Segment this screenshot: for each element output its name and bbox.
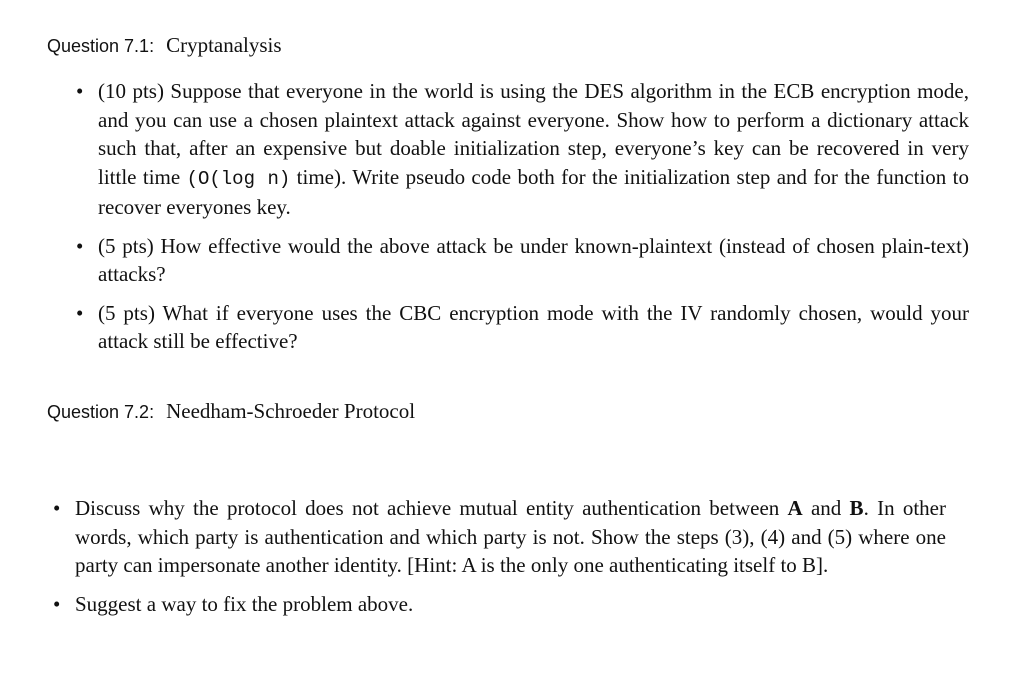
party-a: A: [787, 496, 803, 520]
item-text: time). Write pseudo code both for the initialization step and for the function to recover everyones key.: [98, 164, 969, 219]
question-number: Question 7.1:: [47, 36, 155, 56]
question-title: Cryptanalysis: [166, 33, 282, 57]
question-number: Question 7.2:: [47, 402, 155, 422]
question-7-1-items: [98, 77, 969, 356]
item-text: (10 pts) Suppose that everyone in the world is using the DES algorithm in the ECB encryption mode, and you can use a chosen plaintext attack against everyone. Show how to perform a dictionary attack such that, after an expensive but doable initialization step, everyone’s key can be recovered in very little time: [98, 79, 969, 189]
question-7-2-heading: [47, 399, 415, 425]
list-item: [98, 77, 969, 222]
item-text: . In other words, which party is authentication and which party is not. Show the steps (3), (4) and (5) where one party can impersonate another identity. [Hint: A is the only one authenticating itself to B].: [75, 496, 946, 577]
item-text: Discuss why the protocol does not achieve mutual entity authentication between: [75, 496, 788, 520]
item-text: Suggest a way to fix the problem above.: [75, 591, 414, 616]
list-item: [75, 590, 946, 619]
item-text: (5 pts) How effective would the above attack be under known-plaintext (instead of chosen plain-text) attacks?: [98, 233, 969, 286]
complexity-code: (O(log n): [186, 167, 291, 190]
list-item: [75, 494, 946, 580]
question-7-2-items: [75, 494, 946, 618]
item-text: (5 pts) What if everyone uses the CBC encryption mode with the IV randomly chosen, would your attack still be effective?: [98, 300, 969, 353]
question-title: Needham-Schroeder Protocol: [166, 399, 416, 423]
question-7-1-heading: [47, 33, 282, 59]
list-item: [98, 299, 969, 356]
item-text: and: [802, 496, 850, 520]
party-b: B: [849, 496, 864, 520]
list-item: [98, 232, 969, 289]
